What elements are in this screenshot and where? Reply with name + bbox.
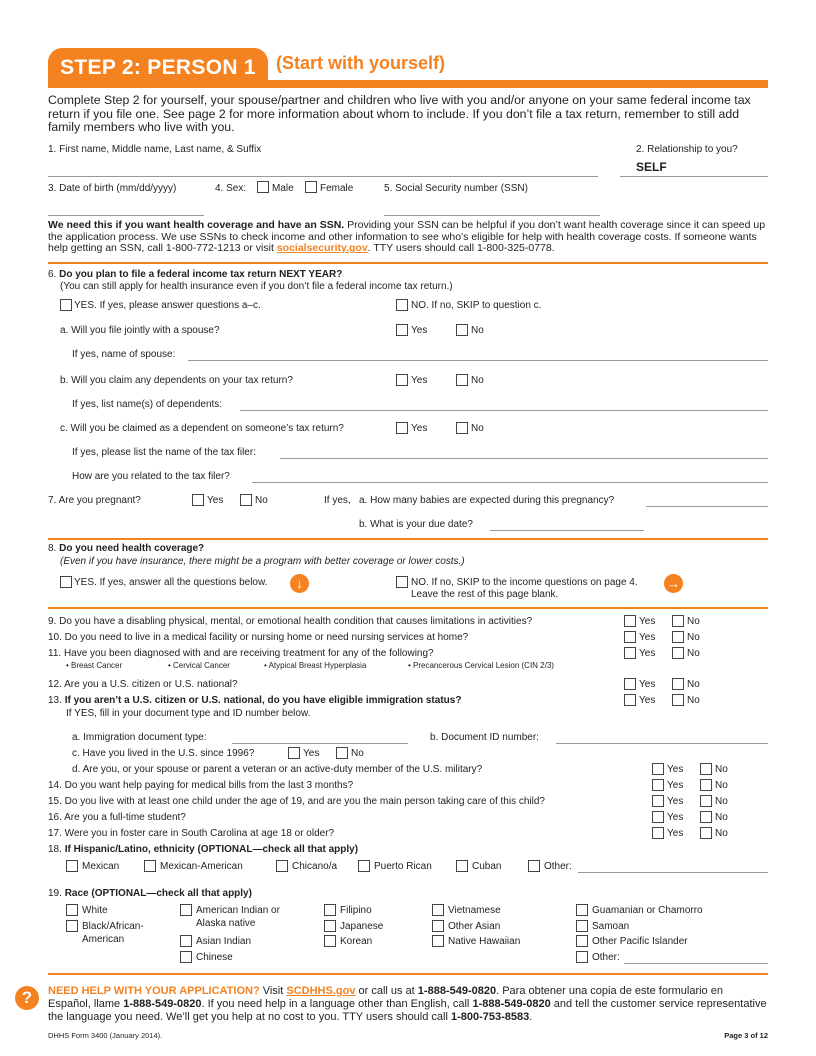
immigration-doc-type-field[interactable] [232,743,408,744]
race-other-checkbox[interactable] [576,951,588,963]
q11-label: 11. Have you been diagnosed with and are receiving treatment for any of the following? [48,648,434,659]
race-american-indian-checkbox[interactable] [180,904,192,916]
q10-no-label: No [687,632,700,643]
help-call: or call us at [355,985,418,997]
q19-label: Race (OPTIONAL—check all that apply) [64,888,252,899]
intro-text: Complete Step 2 for yourself, your spouse/partner and children who live with you and/or anyone on your same federal income tax return if you file one. See page 2 for more information about whom to include. If you don’t file a tax return, remember to still add family members who live with you. [48,93,751,134]
q18-number: 18. [48,844,62,855]
race-guamanian-label: Guamanian or Chamorro [592,905,703,916]
q12-label: 12. Are you a U.S. citizen or U.S. national? [48,679,238,690]
q10-label: 10. Do you need to live in a medical facility or nursing home or need nursing services at home? [48,632,469,643]
dob-field[interactable] [48,215,204,216]
race-white-checkbox[interactable] [66,904,78,916]
q13d-yes-checkbox[interactable] [652,763,664,775]
q15-no-checkbox[interactable] [700,795,712,807]
section-rule-help [48,973,768,975]
help-rest: and tell the customer service representative the language you need. We’ll get you help at no cost to you. TTY users should call [48,998,767,1023]
race-japanese-checkbox[interactable] [324,920,336,932]
q16-yes-label: Yes [667,812,684,823]
ethnicity-mexican-checkbox[interactable] [66,860,78,872]
ssn-note-text-2: . TTY users should call 1-800-325-0778. [367,242,555,254]
ethnicity-other-label: Other: [544,861,572,872]
tax-filer-field[interactable] [280,458,768,459]
q9-yes-checkbox[interactable] [624,615,636,627]
q14-yes-label: Yes [667,780,684,791]
q11-no-checkbox[interactable] [672,647,684,659]
q11-no-label: No [687,648,700,659]
help-tty: 1-800-753-8583 [450,1011,530,1023]
q15-yes-label: Yes [667,796,684,807]
q12-no-label: No [687,679,700,690]
arrow-down-icon: ↓ [290,574,309,593]
q15-no-label: No [715,796,728,807]
q17-label: 17. Were you in foster care in South Carolina at age 18 or older? [48,828,335,839]
dependents-field[interactable] [240,410,768,411]
race-asian-indian-checkbox[interactable] [180,935,192,947]
page-number: Page 3 of 12 [724,1031,768,1040]
q6-yes-label: YES. If yes, please answer questions a–c. [74,300,261,311]
relation-to-filer-field[interactable] [252,482,768,483]
q16-label: 16. Are you a full-time student? [48,812,186,823]
q6a-spouse-label: If yes, name of spouse: [72,349,176,360]
q6b-yes-checkbox[interactable] [396,374,408,386]
race-other-asian-label: Other Asian [448,921,501,932]
q6c-related-label: How are you related to the tax filer? [72,471,230,482]
race-native-hawaiian-checkbox[interactable] [432,935,444,947]
header-rule [48,80,768,88]
q13d-label: d. Are you, or your spouse or parent a veteran or an active-duty member of the U.S. military? [72,764,483,775]
q13-sub: If YES, fill in your document type and ID number below. [66,708,311,719]
q9-no-label: No [687,616,700,627]
q13-yes-label: Yes [639,695,656,706]
help-title: NEED HELP WITH YOUR APPLICATION? [48,985,260,997]
q13c-yes-checkbox[interactable] [288,747,300,759]
race-guamanian-checkbox[interactable] [576,904,588,916]
form-number: DHHS Form 3400 (January 2014). [48,1031,163,1040]
q15-label: 15. Do you live with at least one child under the age of 19, and are you the main person taking care of this child? [48,796,545,807]
race-black-label-2: American [82,934,125,945]
q11-item-breast-hyperplasia: • Atypical Breast Hyperplasia [264,661,367,670]
ethnicity-mexican-label: Mexican [82,861,120,872]
race-other-label: Other: [592,952,620,963]
help-text [48,985,768,1024]
help-phone-1: 1-888-549-0820 [417,985,497,997]
race-korean-checkbox[interactable] [324,935,336,947]
q4-label: 4. Sex: [215,183,247,194]
q8-yes-checkbox[interactable] [60,576,72,588]
q8-yes-label: YES. If yes, answer all the questions below. [74,577,268,588]
race-samoan-checkbox[interactable] [576,920,588,932]
q1-label: 1. First name, Middle name, Last name, & Suffix [48,144,262,155]
q11-yes-checkbox[interactable] [624,647,636,659]
q6c-no-checkbox[interactable] [456,422,468,434]
scdhhs-link[interactable]: SCDHHS.gov [286,985,356,997]
q6-label: Do you plan to file a federal income tax return NEXT YEAR? [59,269,343,280]
q6b-yes-label: Yes [411,375,428,386]
race-black-checkbox[interactable] [66,920,78,932]
q13c-label: c. Have you lived in the U.S. since 1996? [72,748,255,759]
race-japanese-label: Japanese [340,921,384,932]
due-date-field[interactable] [490,530,644,531]
q12-yes-checkbox[interactable] [624,678,636,690]
q11-item-cervical-lesion: • Precancerous Cervical Lesion (CIN 2/3) [408,661,554,670]
race-other-field[interactable] [624,963,768,964]
q18-heading [48,844,358,855]
q13-heading [48,695,461,706]
arrow-right-icon: → [664,574,683,593]
q6b-no-checkbox[interactable] [456,374,468,386]
q6a-yes-label: Yes [411,325,428,336]
q7b-label: b. What is your due date? [359,519,473,530]
q6b-no-label: No [471,375,484,386]
q11-item-cervical-cancer: • Cervical Cancer [168,661,230,670]
q13b-label: b. Document ID number: [430,732,539,743]
q10-yes-label: Yes [639,632,656,643]
ethnicity-puerto-rican-label: Puerto Rican [374,861,432,872]
q6-no-label: NO. If no, SKIP to question c. [411,300,542,311]
q14-label: 14. Do you want help paying for medical bills from the last 3 months? [48,780,354,791]
race-asian-indian-label: Asian Indian [196,936,252,947]
q6b-deps-label: If yes, list name(s) of dependents: [72,399,223,410]
q13d-no-label: No [715,764,728,775]
q17-no-label: No [715,828,728,839]
ethnicity-other-checkbox[interactable] [528,860,540,872]
race-samoan-label: Samoan [592,921,630,932]
ssn-note [48,220,768,255]
q15-yes-checkbox[interactable] [652,795,664,807]
q13c-no-checkbox[interactable] [336,747,348,759]
q13d-yes-label: Yes [667,764,684,775]
q7-no-checkbox[interactable] [240,494,252,506]
document-id-field[interactable] [556,743,768,744]
spouse-name-field[interactable] [188,360,768,361]
q8-number: 8. [48,543,57,554]
race-korean-label: Korean [340,936,373,947]
q5-label: 5. Social Security number (SSN) [384,183,528,194]
race-american-indian-label-2: Alaska native [196,918,256,929]
q6c-yes-checkbox[interactable] [396,422,408,434]
ssn-note-bold: We need this if you want health coverage and have an SSN. [48,219,345,231]
q10-yes-checkbox[interactable] [624,631,636,643]
q18-label: If Hispanic/Latino, ethnicity (OPTIONAL—check all that apply) [64,844,359,855]
sex-female-checkbox[interactable] [305,181,317,193]
q3-label: 3. Date of birth (mm/dd/yyyy) [48,183,177,194]
q13d-no-checkbox[interactable] [700,763,712,775]
q9-no-checkbox[interactable] [672,615,684,627]
ethnicity-puerto-rican-checkbox[interactable] [358,860,370,872]
q13-label: If you aren’t a U.S. citizen or U.S. national, do you have eligible immigration status? [64,695,462,706]
q2-label: 2. Relationship to you? [636,144,738,155]
section-rule-8 [48,538,768,540]
q8-no-checkbox[interactable] [396,576,408,588]
q6b-label: b. Will you claim any dependents on your tax return? [60,375,293,386]
race-chinese-checkbox[interactable] [180,951,192,963]
q13-yes-checkbox[interactable] [624,694,636,706]
help-phone-3: 1-888-549-0820 [472,998,551,1010]
q17-yes-label: Yes [667,828,684,839]
name-field[interactable] [48,176,598,177]
q11-yes-label: Yes [639,648,656,659]
race-other-asian-checkbox[interactable] [432,920,444,932]
q13-no-checkbox[interactable] [672,694,684,706]
race-native-hawaiian-label: Native Hawaiian [448,936,521,947]
sex-male-checkbox[interactable] [257,181,269,193]
socialsecurity-link[interactable]: socialsecurity.gov [276,242,368,254]
section-rule-9 [48,607,768,609]
q6-number: 6. [48,269,57,280]
q8-no-label: NO. If no, SKIP to the income questions on page 4. [411,577,638,588]
q13-number: 13. [48,695,62,706]
q6c-no-label: No [471,423,484,434]
q14-no-label: No [715,780,728,791]
q9-yes-label: Yes [639,616,656,627]
q6a-no-label: No [471,325,484,336]
help-spanish: . Para obtener una copia de este formulario en Español, llame [48,985,723,1010]
ethnicity-cuban-label: Cuban [472,861,502,872]
race-filipino-checkbox[interactable] [324,904,336,916]
q14-yes-checkbox[interactable] [652,779,664,791]
q13a-label: a. Immigration document type: [72,732,207,743]
q12-yes-label: Yes [639,679,656,690]
ethnicity-chicano-checkbox[interactable] [276,860,288,872]
race-other-pacific-label: Other Pacific Islander [592,936,688,947]
step-subtitle: (Start with yourself) [276,53,446,73]
ethnicity-chicano-label: Chicano/a [292,861,338,872]
q8-label: Do you need health coverage? [59,543,205,554]
help-visit: Visit [259,985,287,997]
q9-label: 9. Do you have a disabling physical, mental, or emotional health condition that causes limitations in activities? [48,616,533,627]
help-lang: . If you need help in a language other than English, call [201,998,473,1010]
q7-yes-label: Yes [207,495,224,506]
sex-male-label: Male [272,183,294,194]
race-vietnamese-label: Vietnamese [448,905,501,916]
q7-yes-checkbox[interactable] [192,494,204,506]
q6c-filer-label: If yes, please list the name of the tax filer: [72,447,256,458]
ssn-field[interactable] [384,215,600,216]
q6a-yes-checkbox[interactable] [396,324,408,336]
q11-item-breast-cancer: • Breast Cancer [66,661,123,670]
q12-no-checkbox[interactable] [672,678,684,690]
q6-no-checkbox[interactable] [396,299,408,311]
q8-heading [48,543,204,554]
q7-no-label: No [255,495,268,506]
section-rule-6 [48,262,768,264]
race-american-indian-label: American Indian or [196,905,280,916]
q17-no-checkbox[interactable] [700,827,712,839]
relationship-field[interactable] [620,176,768,177]
race-white-label: White [82,905,108,916]
q6a-no-checkbox[interactable] [456,324,468,336]
q14-no-checkbox[interactable] [700,779,712,791]
relationship-value: SELF [636,160,667,174]
q6-sub: (You can still apply for health insurance even if you don’t file a federal income tax return.) [60,281,453,292]
q13c-no-label: No [351,748,364,759]
ethnicity-other-field[interactable] [578,872,768,873]
q6-heading [48,269,342,280]
q7-label: 7. Are you pregnant? [48,495,141,506]
step-title-tab: STEP 2: PERSON 1 [48,48,268,88]
sex-female-label: Female [320,183,354,194]
q8-no-label-2: Leave the rest of this page blank. [411,589,559,600]
ethnicity-mexican-american-label: Mexican-American [160,861,243,872]
race-chinese-label: Chinese [196,952,233,963]
q7a-label: a. How many babies are expected during this pregnancy? [359,495,615,506]
help-question-icon: ? [15,986,39,1010]
q6a-label: a. Will you file jointly with a spouse? [60,325,220,336]
q8-sub: (Even if you have insurance, there might be a program with better coverage or lower costs.) [60,556,465,567]
race-vietnamese-checkbox[interactable] [432,904,444,916]
ethnicity-cuban-checkbox[interactable] [456,860,468,872]
q6c-yes-label: Yes [411,423,428,434]
q17-yes-checkbox[interactable] [652,827,664,839]
q16-no-checkbox[interactable] [700,811,712,823]
ssn-note-text: Providing your SSN can be helpful if you don’t want health coverage since it can speed up the application process. We use SSNs to check income and other information to see who’s eligible for help with health coverage costs. If someone wants help getting an SSN, call 1-800-772-1213 or visit [48,219,766,254]
race-filipino-label: Filipino [340,905,372,916]
babies-expected-field[interactable] [646,506,768,507]
q16-yes-checkbox[interactable] [652,811,664,823]
q19-number: 19. [48,888,62,899]
q7-ifyes: If yes, [324,495,351,506]
q16-no-label: No [715,812,728,823]
race-black-label: Black/African- [82,921,144,932]
q13-no-label: No [687,695,700,706]
q10-no-checkbox[interactable] [672,631,684,643]
race-other-pacific-checkbox[interactable] [576,935,588,947]
q19-heading [48,888,252,899]
q13c-yes-label: Yes [303,748,320,759]
q6-yes-checkbox[interactable] [60,299,72,311]
q6c-label: c. Will you be claimed as a dependent on someone’s tax return? [60,423,344,434]
ethnicity-mexican-american-checkbox[interactable] [144,860,156,872]
help-phone-2: 1-888-549-0820 [123,998,202,1010]
help-end: . [529,1011,533,1023]
